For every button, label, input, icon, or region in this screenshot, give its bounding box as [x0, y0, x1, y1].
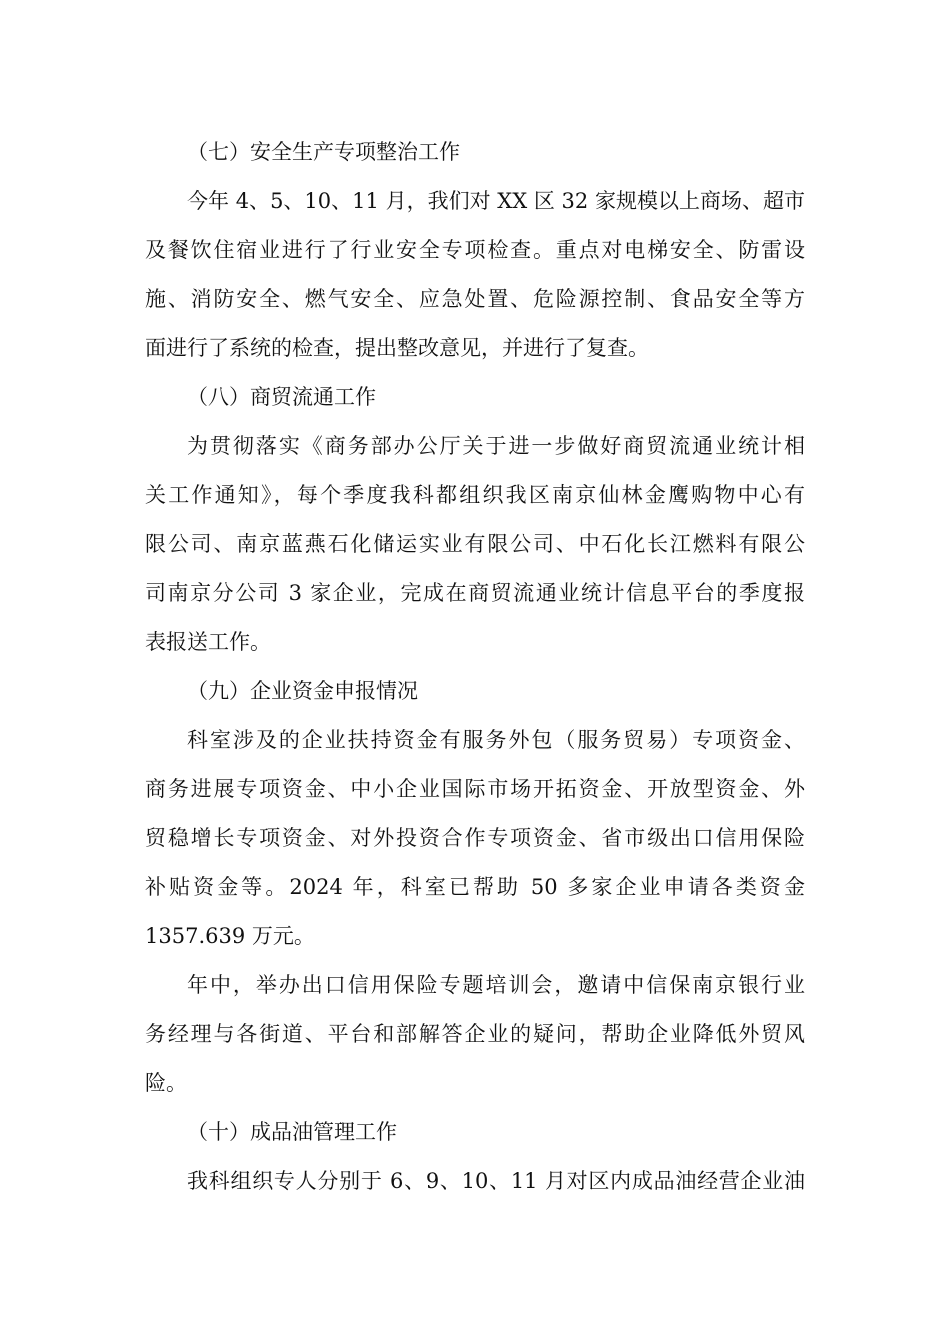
paragraph-line: 商务进展专项资金、中小企业国际市场开拓资金、开放型资金、外: [145, 777, 805, 801]
paragraph-line: 限公司、南京蓝燕石化储运实业有限公司、中石化长江燃料有限公: [145, 532, 805, 556]
section-10: [145, 1108, 805, 1206]
paragraph-line: 贸稳增长专项资金、对外投资合作专项资金、省市级出口信用保险: [145, 826, 805, 850]
section-7: [145, 128, 805, 373]
paragraph-line: 年中，举办出口信用保险专题培训会，邀请中信保南京银行业: [187, 973, 805, 997]
paragraph-line: 今年 4、5、10、11 月，我们对 XX 区 32 家规模以上商场、超市: [187, 189, 805, 213]
paragraph-line: 险。: [145, 1071, 187, 1095]
paragraph-line: 务经理与各街道、平台和部解答企业的疑问，帮助企业降低外贸风: [145, 1022, 805, 1046]
section-heading: [145, 373, 805, 422]
paragraph-line: 我科组织专人分别于 6、9、10、11 月对区内成品油经营企业油: [187, 1169, 805, 1193]
section-heading: [145, 1108, 805, 1157]
section-heading: [145, 667, 805, 716]
paragraph-line: 关工作通知》，每个季度我科都组织我区南京仙林金鹰购物中心有: [145, 483, 805, 507]
paragraph: [145, 422, 805, 667]
paragraph-line: 表报送工作。: [145, 630, 271, 654]
section-9: [145, 667, 805, 1108]
paragraph-line: 施、消防安全、燃气安全、应急处置、危险源控制、食品安全等方: [145, 287, 805, 311]
paragraph: [145, 716, 805, 961]
section-8: [145, 373, 805, 667]
heading-line: （八）商贸流通工作: [187, 385, 376, 409]
heading-line: （十）成品油管理工作: [187, 1120, 397, 1144]
paragraph-line: 1357.639 万元。: [145, 924, 315, 948]
section-heading: [145, 128, 805, 177]
paragraph: [145, 1157, 805, 1206]
document-body: [145, 128, 805, 1206]
paragraph-line: 及餐饮住宿业进行了行业安全专项检查。重点对电梯安全、防雷设: [145, 238, 805, 262]
heading-line: （九）企业资金申报情况: [187, 679, 418, 703]
paragraph-line: 科室涉及的企业扶持资金有服务外包（服务贸易）专项资金、: [187, 728, 805, 752]
heading-line: （七）安全生产专项整治工作: [187, 140, 460, 164]
paragraph-line: 为贯彻落实《商务部办公厅关于进一步做好商贸流通业统计相: [187, 434, 805, 458]
paragraph-line: 补贴资金等。2024 年，科室已帮助 50 多家企业申请各类资金: [145, 875, 805, 899]
paragraph: [145, 961, 805, 1108]
paragraph-line: 司南京分公司 3 家企业，完成在商贸流通业统计信息平台的季度报: [145, 581, 805, 605]
paragraph-line: 面进行了系统的检查，提出整改意见，并进行了复查。: [145, 336, 649, 360]
paragraph: [145, 177, 805, 373]
